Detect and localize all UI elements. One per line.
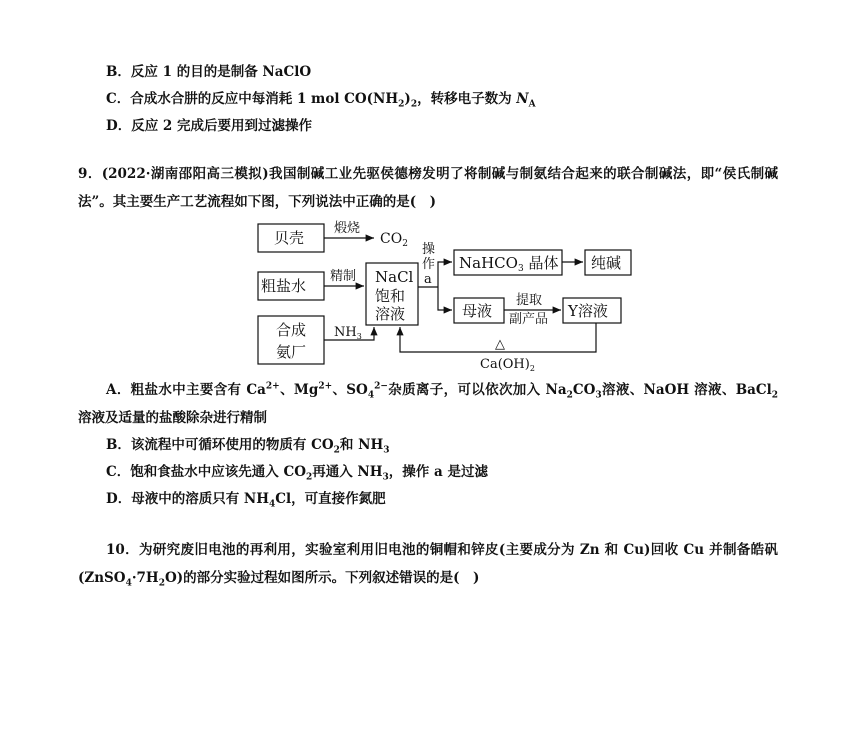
label-nh3: $NH_3$ xyxy=(334,325,362,341)
process-flowchart xyxy=(250,218,632,372)
box-muye: 母液 xyxy=(462,302,493,320)
question-10-stem: 10．为研究废旧电池的再利用，实验室利用旧电池的铜帽和锌皮(主要成分为 Zn 和 Cu)回收 Cu 并制备皓矾$(ZnSO_4\cdot 7H_2O)$的部分实验过程如图所示。下列叙述错误的是( ) xyxy=(78,542,778,589)
label-fuchanpin: 副产品 xyxy=(509,312,549,327)
box-nacl-1: NaCl xyxy=(375,268,414,286)
label-caoh2: $Ca(OH)_2$ xyxy=(480,357,535,372)
box-chunjian: 纯碱 xyxy=(591,254,622,272)
label-caozuo-2: 作 xyxy=(422,257,436,272)
box-cuyanshui: 粗盐水 xyxy=(261,277,307,295)
label-tiqu: 提取 xyxy=(516,293,543,308)
box-nahco3: NaHCO$_3$ 晶体 xyxy=(459,254,559,274)
option-8b: B．反应 1 的目的是制备 NaClO xyxy=(106,64,312,80)
label-caozuo-1: 操 xyxy=(422,242,436,257)
label-jingzhi: 精制 xyxy=(330,269,357,284)
box-hecheng-1: 合成 xyxy=(276,321,307,339)
option-9c: C．饱和食盐水中应该先通入 $CO_2$再通入 $NH_3$，操作 a 是过滤 xyxy=(106,464,488,483)
box-nacl-3: 溶液 xyxy=(375,305,406,323)
option-8d: D．反应 2 完成后要用到过滤操作 xyxy=(106,118,313,134)
label-caozuo-3: a xyxy=(424,272,432,287)
label-co2: $CO_2$ xyxy=(380,231,408,249)
label-duanshao: 煅烧 xyxy=(334,221,361,236)
box-hecheng-2: 氨厂 xyxy=(276,343,307,361)
option-9a: A．粗盐水中主要含有 $Ca^{2+}$、$Mg^{2+}$、$SO_4^{2-}$杂质离子，可以依次加入 $Na_2CO_3$溶液、NaOH 溶液、BaCl$_2$溶液及适量的盐酸除杂进行精制 xyxy=(78,381,778,426)
option-9d: D．母液中的溶质只有 $NH_4Cl$，可直接作氮肥 xyxy=(106,491,386,510)
box-beike: 贝壳 xyxy=(274,229,305,247)
box-nacl-2: 饱和 xyxy=(375,287,406,305)
question-9-stem: 9．(2022·湖南邵阳高三模拟)我国制碱工业先驱侯德榜发明了将制碱与制氨结合起来的联合制碱法，即“侯氏制碱法”。其主要生产工艺流程如下图，下列说法中正确的是( ) xyxy=(78,166,778,210)
option-9b: B．该流程中可循环使用的物质有 $CO_2$和 $NH_3$ xyxy=(106,437,390,456)
box-yrongye: Y溶液 xyxy=(568,302,608,320)
option-8c: C．合成水合肼的反应中每消耗 1 mol $CO(NH_2)_2$，转移电子数为 $N_A$ xyxy=(106,91,536,110)
label-heat: △ xyxy=(495,337,505,352)
